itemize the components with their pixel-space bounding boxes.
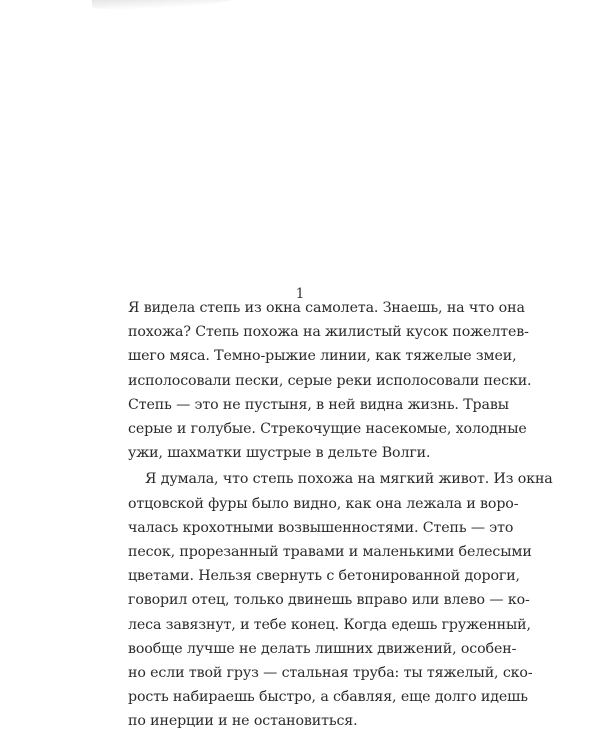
chapter-number: 1 — [295, 286, 305, 302]
text-line: чалась крохотными возвышенностями. Степь — это — [128, 519, 514, 536]
paragraph — [128, 296, 532, 465]
text-line: ужи, шахматки шустрые в дельте Волги. — [128, 445, 431, 462]
text-line: исполосовали пески, серые реки исполосовали пески. — [128, 372, 532, 389]
text-line: похожа? Степь похожа на жилистый кусок пожелтев- — [128, 324, 529, 341]
text-line: Степь — это не пустыня, в ней видна жизнь. Травы — [128, 396, 509, 413]
text-line: по инерции и не остановиться. — [128, 713, 358, 730]
text-line: Я видела степь из окна самолета. Знаешь, на что она — [128, 300, 525, 316]
text-line: вообще лучше не делать лишних движений, особен- — [128, 640, 517, 657]
text-line: говорил отец, только двинешь вправо или влево — ко- — [128, 592, 530, 609]
text-line: Я думала, что степь похожа на мягкий живот. Из окна — [145, 471, 553, 488]
text-line: цветами. Нельзя свернуть с бетонированной дороги, — [128, 568, 520, 585]
text-line: песок, прорезанный травами и маленькими белесыми — [128, 544, 532, 561]
text-line: серые и голубые. Стрекочущие насекомые, холодные — [128, 421, 527, 438]
text-line: рость набираешь быстро, а сбавляя, еще долго идешь — [128, 689, 528, 706]
text-line: шего мяса. Темно-рыжие линии, как тяжелые змеи, — [128, 348, 517, 365]
text-line: леса завязнут, и тебе конец. Когда едешь груженный, — [128, 616, 531, 633]
page-corner-shadow — [92, 0, 243, 12]
body-text — [128, 296, 553, 734]
paragraph — [128, 467, 553, 733]
text-line: отцовской фуры было видно, как она лежала и воро- — [128, 495, 519, 512]
text-line: но если твой груз — стальная труба: ты тяжелый, ско- — [128, 665, 533, 682]
